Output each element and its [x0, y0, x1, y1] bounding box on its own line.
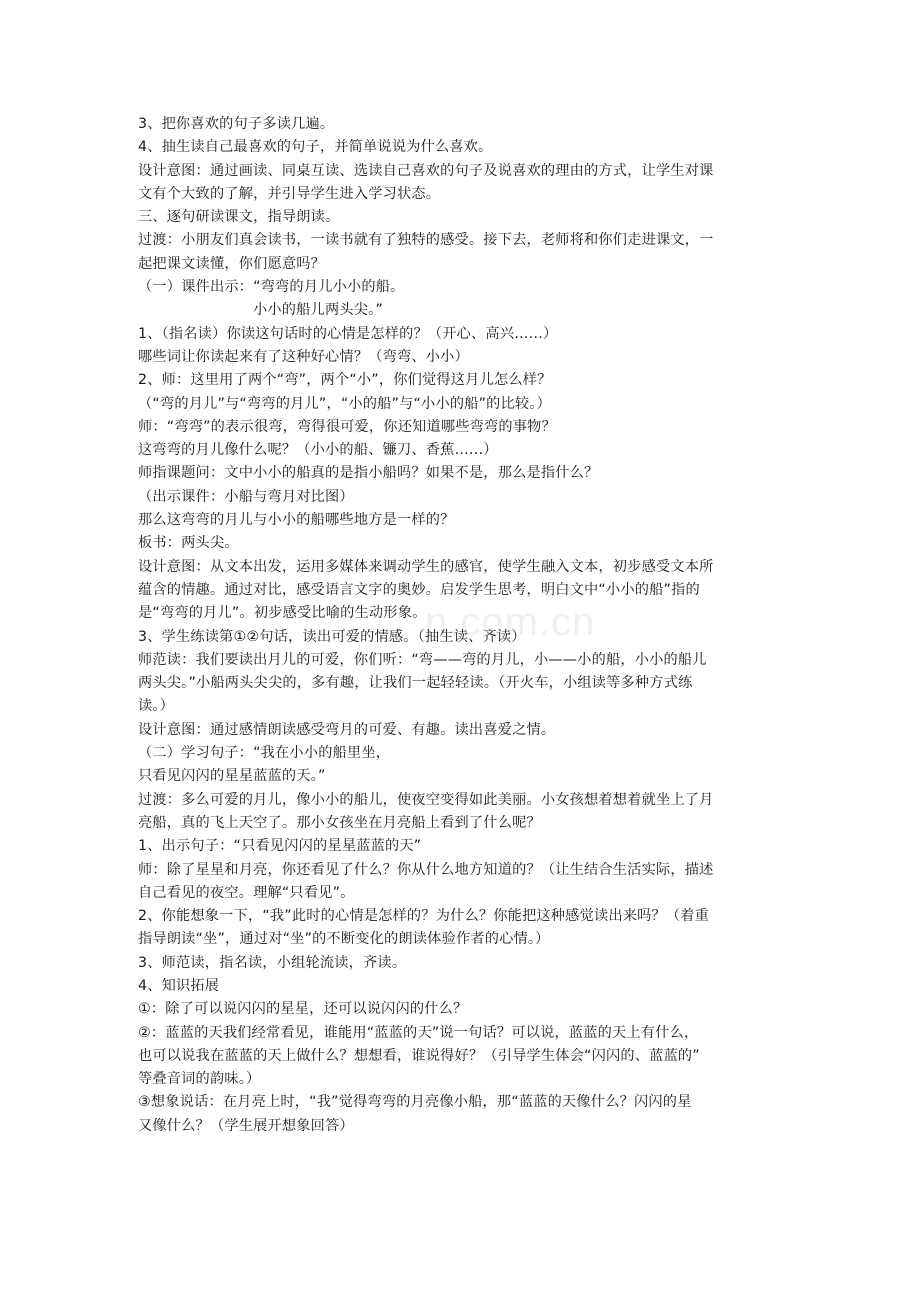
- document-body: [138, 113, 788, 1138]
- text-line: 3、师范读，指名读，小组轮流读，齐读。: [138, 954, 407, 971]
- text-line: 亮船，真的飞上天空了。那小女孩坐在月亮船上看到了什么呢？: [138, 814, 541, 831]
- section-heading: 三、逐句研读课文，指导朗读。: [138, 209, 340, 226]
- text-line: 指导朗读“坐”，通过对“坐”的不断变化的朗读体验作者的心情。）: [138, 931, 550, 948]
- text-line: 设计意图：通过画读、同桌互读、选读自己喜欢的句子及说喜欢的理由的方式，让学生对课: [138, 162, 714, 179]
- text-line: 文有个大致的了解，并引导学生进入学习状态。: [138, 185, 441, 202]
- text-line: 1、出示句子：“只看见闪闪的星星蓝蓝的天”: [138, 838, 422, 855]
- text-line: 哪些词让你读起来有了这种好心情？（弯弯、小小）: [138, 348, 469, 365]
- text-line: 过渡：多么可爱的月儿，像小小的船儿，使夜空变得如此美丽。小女孩想着想着就坐上了月: [138, 791, 714, 808]
- text-line: 师指课题问：文中小小的船真的是指小船吗？如果不是，那么是指什么？: [138, 465, 599, 482]
- watermark: n.com.cn: [425, 600, 596, 644]
- text-line: 是“弯弯的月儿”。初步感受比喻的生动形象。: [138, 605, 427, 622]
- text-line: 过渡：小朋友们真会读书，一读书就有了独特的感受。接下去，老师将和你们走进课文，一: [138, 232, 714, 249]
- text-line: 只看见闪闪的星星蓝蓝的天。”: [138, 768, 326, 785]
- text-line: 等叠音词的韵味。）: [138, 1071, 261, 1088]
- text-line: 也可以说我在蓝蓝的天上做什么？想想看，谁说得好？（引导学生体会“闪闪的、蓝蓝的”: [138, 1047, 700, 1064]
- text-line: 读。）: [138, 698, 175, 715]
- text-line: 4、知识拓展: [138, 977, 220, 994]
- text-line: （二）学习句子：“我在小小的船里坐，: [138, 745, 391, 762]
- text-line: 2、你能想象一下，“我”此时的心情是怎样的？为什么？你能把这种感觉读出来吗？（着重: [138, 908, 710, 925]
- text-line: ③想象说话：在月亮上时，“我”觉得弯弯的月亮像小船，那“蓝蓝的天像什么？闪闪的星: [138, 1094, 692, 1111]
- text-line: ①：除了可以说闪闪的星星，还可以说闪闪的什么？: [138, 1001, 468, 1018]
- text-line: 2、师：这里用了两个“弯”，两个“小”，你们觉得这月儿怎么样？: [138, 372, 552, 389]
- text-line: 两头尖。”小船两头尖尖的，多有趣，让我们一起轻轻读。（开火车，小组读等多种方式练: [138, 675, 693, 692]
- text-line: （出示课件：小船与弯月对比图）: [138, 488, 354, 505]
- text-line: 师范读：我们要读出月儿的可爱，你们听：“弯——弯的月儿，小——小的船，小小的船儿: [138, 651, 707, 668]
- text-line: 起把课文读懂，你们愿意吗？: [138, 255, 326, 272]
- text-line: 这弯弯的月儿像什么呢？（小小的船、镰刀、香蕉……）: [138, 442, 498, 459]
- text-line: 设计意图：通过感情朗读感受弯月的可爱、有趣。读出喜爱之情。: [138, 721, 556, 738]
- quote-line: 小小的船儿两头尖。”: [253, 302, 383, 319]
- text-line: 3、把你喜欢的句子多读几遍。: [138, 116, 335, 132]
- text-line: 4、抽生读自己最喜欢的句子，并简单说说为什么喜欢。: [138, 139, 493, 156]
- text-line: 3、学生练读第①②句话，读出可爱的情感。（抽生读、齐读）: [138, 628, 526, 645]
- text-line: 1、（指名读）你读这句话时的心情是怎样的？（开心、高兴……）: [138, 325, 558, 342]
- text-line: （“弯的月儿”与“弯弯的月儿”，“小的船”与“小小的船”的比较。）: [138, 395, 551, 412]
- text-line: 蕴含的情趣。通过对比，感受语言文字的奥妙。启发学生思考，明白文中“小小的船”指的: [138, 581, 700, 598]
- text-line: 设计意图：从文本出发，运用多媒体来调动学生的感官，使学生融入文本，初步感受文本所: [138, 558, 714, 575]
- text-line: 又像什么？（学生展开想象回答）: [138, 1117, 354, 1134]
- text-line: （一）课件出示：“弯弯的月儿小小的船。: [138, 279, 405, 296]
- text-line: 师：“弯弯”的表示很弯，弯得很可爱，你还知道哪些弯弯的事物？: [138, 418, 556, 435]
- text-line: 自己看见的夜空。理解“只看见”。: [138, 884, 355, 901]
- text-line: ②：蓝蓝的天我们经常看见，谁能用“蓝蓝的天”说一句话？可以说，蓝蓝的天上有什么，: [138, 1024, 699, 1041]
- text-line: 师：除了星星和月亮，你还看见了什么？你从什么地方知道的？（让生结合生活实际，描述: [138, 861, 714, 878]
- text-line: 那么这弯弯的月儿与小小的船哪些地方是一样的？: [138, 512, 455, 529]
- text-line: 板书：两头尖。: [138, 535, 239, 552]
